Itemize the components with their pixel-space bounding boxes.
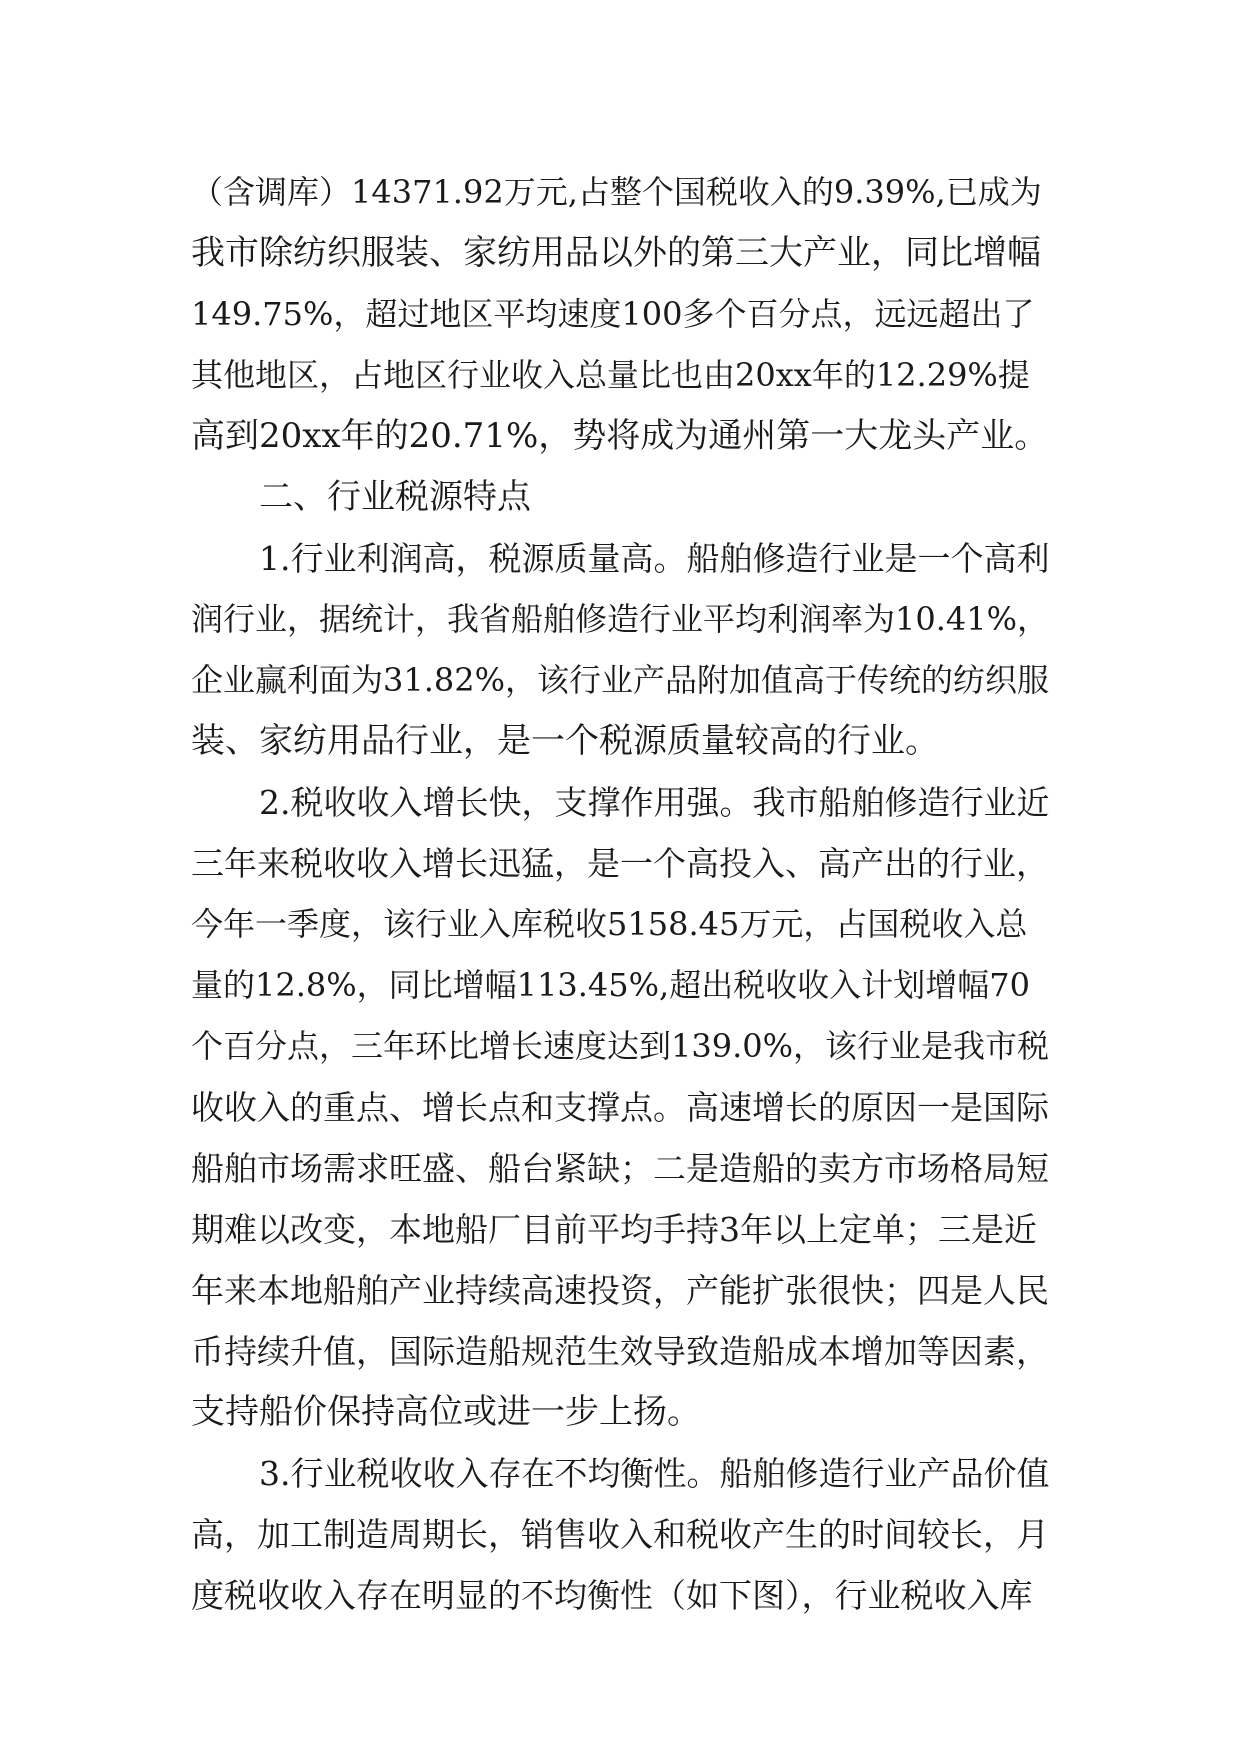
paragraph-1-line-2: 润行业，据统计，我省船舶修造行业平均利润率为10.41%， (191, 600, 1050, 638)
paragraph-2-line-8: 期难以改变，本地船厂目前平均手持3年以上定单；三是近 (191, 1210, 1037, 1249)
text-line-1: （含调库）14371.92万元,占整个国税收入的9.39%,已成为 (191, 173, 1042, 211)
paragraph-2-line-10: 币持续升值，国际造船规范生效导致造船成本增加等因素， (191, 1332, 1049, 1371)
text-line-3: 149.75%，超过地区平均速度100多个百分点，远远超出了 (191, 295, 1035, 333)
body-text (191, 162, 1051, 1626)
paragraph-2-line-9: 年来本地船舶产业持续高速投资，产能扩张很快；四是人民 (191, 1271, 1049, 1310)
paragraph-1-line-4: 装、家纺用品行业，是一个税源质量较高的行业。 (191, 721, 939, 761)
paragraph-2-line-11: 支持船价保持高位或进一步上扬。 (191, 1392, 701, 1432)
paragraph-2-line-2: 三年来税收收入增长迅猛，是一个高投入、高产出的行业， (191, 844, 1049, 883)
paragraph-1-line-1: 1.行业利润高，税源质量高。船舶修造行业是一个高利 (259, 539, 1050, 578)
section-heading: 二、行业税源特点 (259, 477, 531, 517)
paragraph-2-line-4: 量的12.8%，同比增幅113.45%,超出税收收入计划增幅70 (191, 966, 1030, 1004)
paragraph-3-line-1: 3.行业税收收入存在不均衡性。船舶修造行业产品价值 (259, 1454, 1050, 1493)
paragraph-2-line-7: 船舶市场需求旺盛、船台紧缺；二是造船的卖方市场格局短 (191, 1149, 1049, 1188)
paragraph-2-line-1: 2.税收收入增长快，支撑作用强。我市船舶修造行业近 (259, 783, 1050, 822)
paragraph-2-line-5: 个百分点，三年环比增长速度达到139.0%，该行业是我市税 (191, 1027, 1050, 1065)
text-line-5: 高到20xx年的20.71%，势将成为通州第一大龙头产业。 (191, 416, 1049, 456)
paragraph-2-line-6: 收收入的重点、增长点和支撑点。高速增长的原因一是国际 (191, 1088, 1049, 1127)
paragraph-1-line-3: 企业赢利面为31.82%，该行业产品附加值高于传统的纺织服 (191, 661, 1050, 699)
paragraph-3-line-2: 高，加工制造周期长，销售收入和税收产生的时间较长，月 (191, 1515, 1049, 1554)
paragraph-2-line-3: 今年一季度，该行业入库税收5158.45万元，占国税收入总 (191, 905, 1028, 943)
paragraph-3-line-3: 度税收收入存在明显的不均衡性（如下图），行业税收入库 (191, 1576, 1033, 1615)
text-line-4: 其他地区，占地区行业收入总量比也由20xx年的12.29%提 (191, 356, 1030, 394)
text-line-2: 我市除纺织服装、家纺用品以外的第三大产业，同比增幅 (191, 233, 1041, 273)
